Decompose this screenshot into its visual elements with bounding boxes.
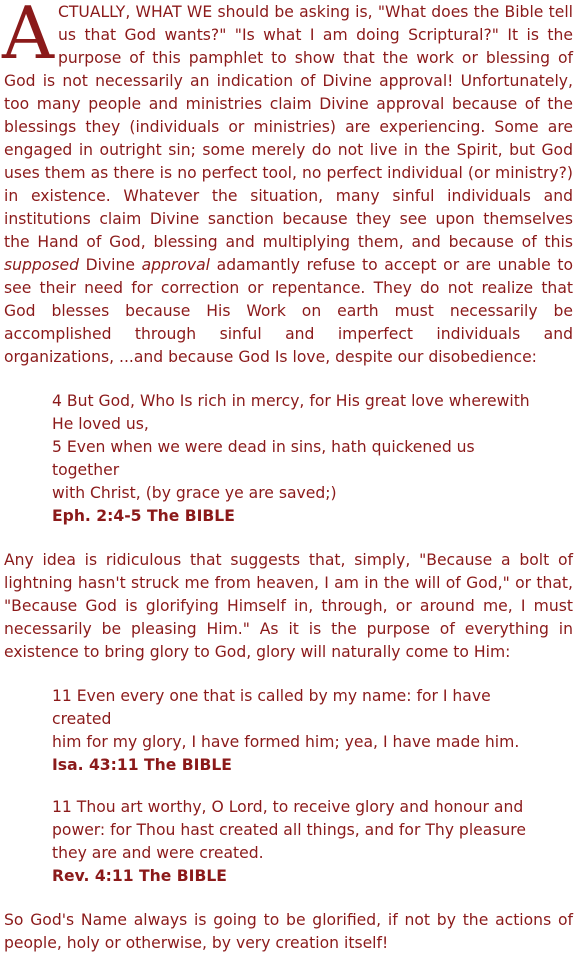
quote-line: He loved us, [52, 415, 149, 433]
intro-emphasis-supposed: supposed [4, 256, 79, 274]
quote-line: they are and were created. [52, 844, 264, 862]
drop-cap: A [2, 0, 54, 75]
quote-line: with Christ, (by grace ye are saved;) [52, 484, 337, 502]
intro-text-part2: Divine [78, 256, 142, 274]
scripture-reference: Eph. 2:4-5 The BIBLE [52, 507, 235, 525]
intro-emphasis-approval: approval [141, 256, 211, 274]
quote-line: 11 Thou art worthy, O Lord, to receive glory and honour and [52, 798, 524, 816]
scripture-quote-ephesians [52, 390, 543, 528]
quote-line: him for my glory, I have formed him; yea, I have made him. [52, 733, 520, 751]
scripture-reference: Isa. 43:11 The BIBLE [52, 756, 232, 774]
scripture-reference: Rev. 4:11 The BIBLE [52, 867, 227, 885]
scripture-quote-revelation [52, 796, 543, 888]
closing-paragraph: So God's Name always is going to be glorified, if not by the actions of people, holy or otherwise, by very creation itself! [4, 911, 573, 952]
quote-line: 5 Even when we were dead in sins, hath quickened us together [52, 438, 475, 479]
body-paragraph: Any idea is ridiculous that suggests that, simply, "Because a bolt of lightning hasn't struck me from heaven, I am in the will of God," or that, "Because God is glorifying Himself in, through, or around me, I must necessarily be pleasing Him." As it is the purpose of everything in existence to bring glory to God, glory will naturally come to Him: [4, 551, 573, 661]
quote-line: power: for Thou hast created all things, and for Thy pleasure [52, 821, 526, 839]
quote-line: 11 Even every one that is called by my name: for I have created [52, 687, 491, 728]
quote-line: 4 But God, Who Is rich in mercy, for His great love wherewith [52, 392, 530, 410]
intro-text-part3: adamantly refuse to accept or are unable to see their need for correction or repentance. They do not realize that God blesses because His Work on earth must necessarily be accomplished through sinful and imperfect individuals and organizations, ...and because God Is love, despite our disobedience: [4, 256, 573, 366]
intro-text-part1: CTUALLY, WHAT WE should be asking is, "What does the Bible tell us that God wants?" "Is what I am doing Scriptural?" It is the purpose of this pamphlet to show that the work or blessing of God is not necessarily an indication of Divine approval! Unfortunately, too many people and ministries claim Divine approval because of the blessings they (individuals or ministries) are experiencing. Some are engaged in outright sin; some merely do not live in the Spirit, but God uses them as there is no perfect tool, no perfect individual (or ministry?) in existence. Whatever the situation, many sinful individuals and institutions claim Divine sanction because they see upon themselves the Hand of God, blessing and multiplying them, and because of this [4, 3, 573, 251]
scripture-quote-isaiah [52, 685, 543, 777]
intro-paragraph [4, 0, 573, 369]
